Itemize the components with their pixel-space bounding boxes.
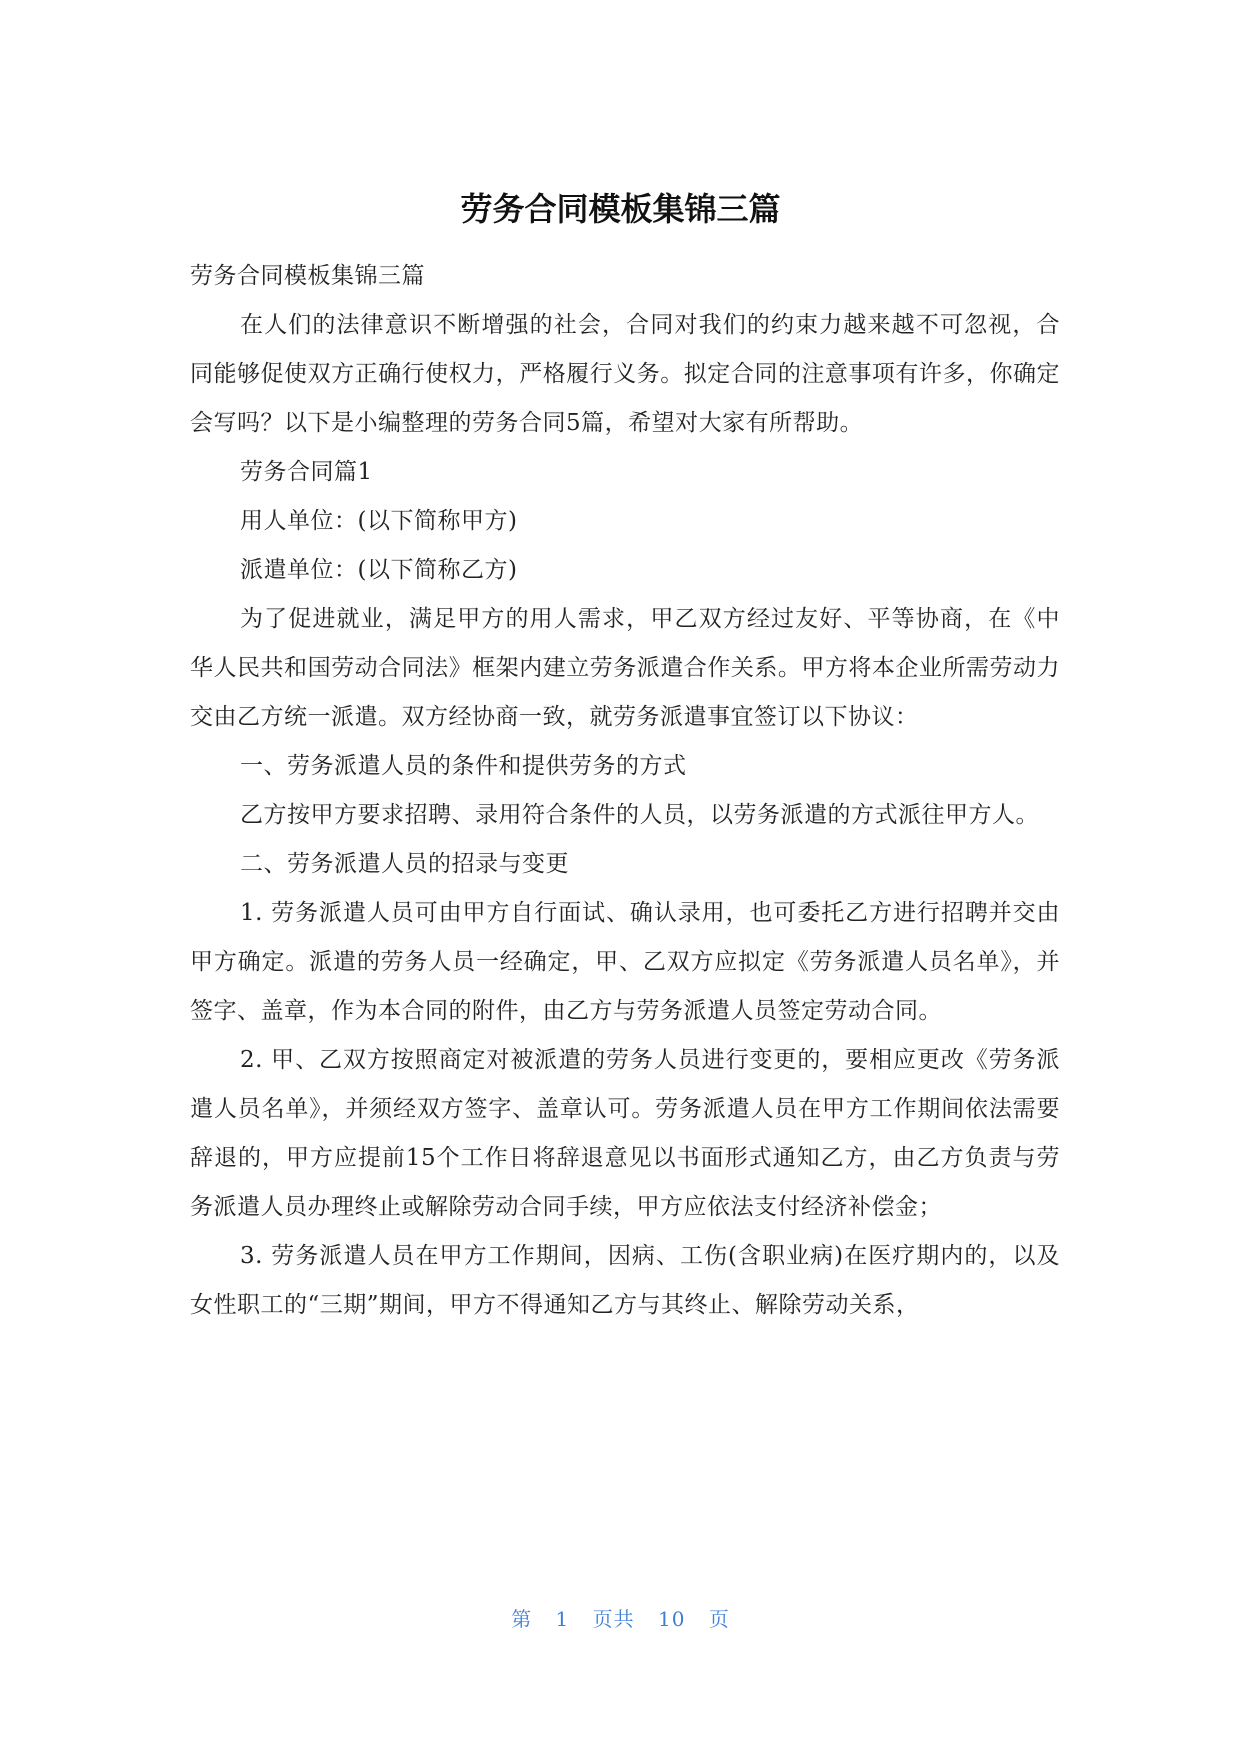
footer-total-pages: 10: [658, 1607, 686, 1631]
page-footer: [0, 1604, 1241, 1634]
footer-label-prefix: 第: [511, 1607, 533, 1631]
paragraph: 派遣单位：(以下简称乙方): [240, 557, 518, 583]
footer-label-suffix: 页: [708, 1607, 730, 1631]
footer-label-middle: 页共: [592, 1607, 635, 1631]
paragraph: 用人单位：(以下简称甲方): [240, 508, 518, 534]
paragraph: 2. 甲、乙双方按照商定对被派遣的劳务人员进行变更的，要相应更改《劳务派遣人员名单》，并须经双方签字、盖章认可。劳务派遣人员在甲方工作期间依法需要辞退的，甲方应提前15个工作日将辞退意见以书面形式通知乙方，由乙方负责与劳务派遣人员办理终止或解除劳动合同手续，甲方应依法支付经济补偿金；: [190, 1047, 1060, 1220]
paragraph: 劳务合同模板集锦三篇: [190, 263, 425, 289]
paragraph: 在人们的法律意识不断增强的社会，合同对我们的约束力越来越不可忽视，合同能够促使双方正确行使权力，严格履行义务。拟定合同的注意事项有许多，你确定会写吗？以下是小编整理的劳务合同5篇，希望对大家有所帮助。: [190, 312, 1060, 436]
paragraph: 3. 劳务派遣人员在甲方工作期间，因病、工伤(含职业病)在医疗期内的，以及女性职工的“三期”期间，甲方不得通知乙方与其终止、解除劳动关系，: [190, 1243, 1060, 1318]
paragraph: 乙方按甲方要求招聘、录用符合条件的人员，以劳务派遣的方式派往甲方人。: [240, 802, 1039, 828]
footer-current-page: 1: [555, 1607, 570, 1631]
section-heading: 劳务合同篇1: [240, 459, 373, 485]
paragraph: 为了促进就业，满足甲方的用人需求，甲乙双方经过友好、平等协商，在《中华人民共和国劳动合同法》框架内建立劳务派遣合作关系。甲方将本企业所需劳动力交由乙方统一派遣。双方经协商一致，就劳务派遣事宜签订以下协议：: [190, 606, 1060, 730]
section-heading: 一、劳务派遣人员的条件和提供劳务的方式: [240, 753, 687, 779]
document-body: [190, 252, 1060, 1330]
section-heading: 二、劳务派遣人员的招录与变更: [240, 851, 569, 877]
paragraph: 1. 劳务派遣人员可由甲方自行面试、确认录用，也可委托乙方进行招聘并交由甲方确定。派遣的劳务人员一经确定，甲、乙双方应拟定《劳务派遣人员名单》，并签字、盖章，作为本合同的附件，由乙方与劳务派遣人员签定劳动合同。: [190, 900, 1060, 1024]
document-title: 劳务合同模板集锦三篇: [460, 190, 781, 228]
